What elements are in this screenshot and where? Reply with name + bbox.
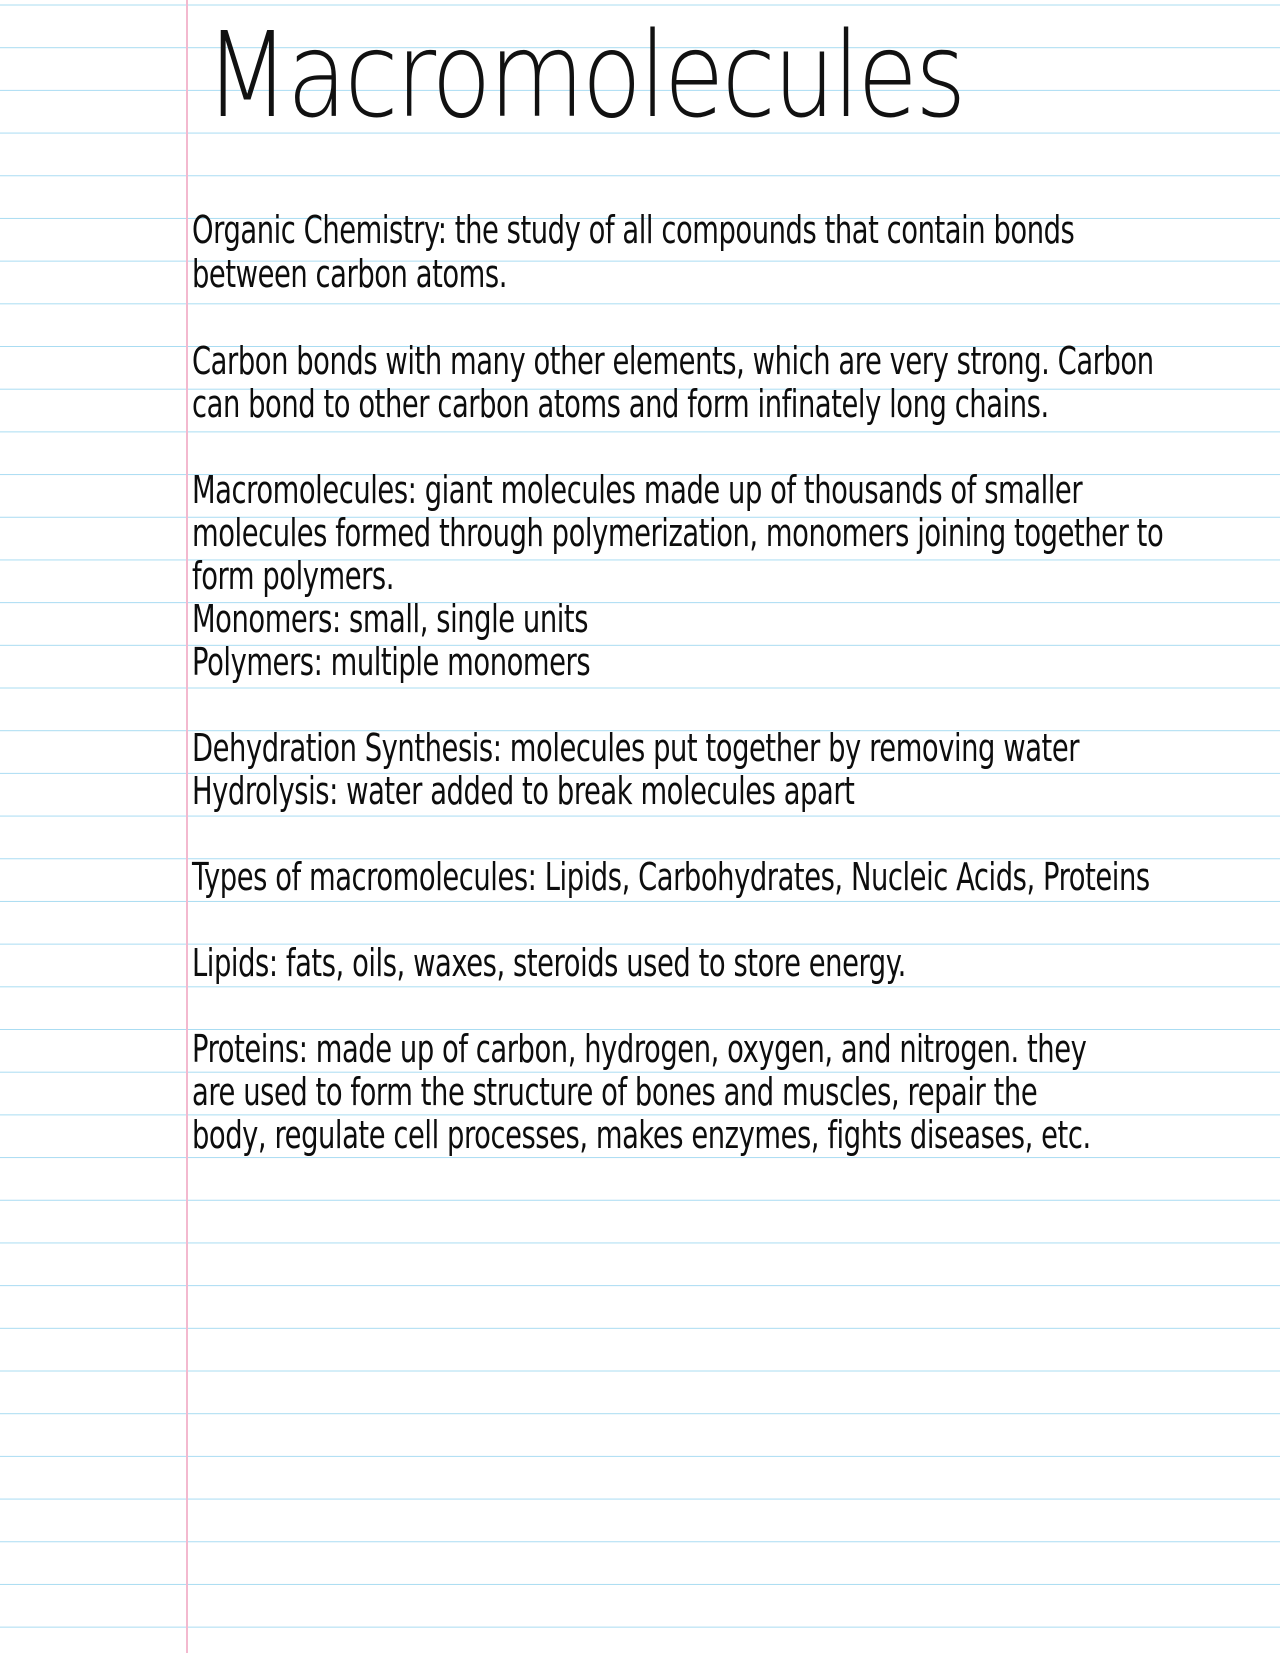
note-line-macromolecules-2: molecules formed through polymerization, monomers joining together to xyxy=(192,511,1164,555)
note-line-hydrolysis: Hydrolysis: water added to break molecules apart xyxy=(192,769,855,813)
note-line-proteins-2: are used to form the structure of bones and muscles, repair the xyxy=(192,1070,1038,1114)
note-line-proteins-3: body, regulate cell processes, makes enzymes, fights diseases, etc. xyxy=(192,1113,1091,1157)
note-line-dehydration: Dehydration Synthesis: molecules put together by removing water xyxy=(192,726,1080,770)
note-line-polymers: Polymers: multiple monomers xyxy=(192,640,591,684)
note-line-macromolecules-1: Macromolecules: giant molecules made up of thousands of smaller xyxy=(192,468,1083,512)
note-line-lipids: Lipids: fats, oils, waxes, steroids used to store energy. xyxy=(192,941,906,985)
note-line-macromolecules-3: form polymers. xyxy=(192,554,395,598)
note-line-monomers: Monomers: small, single units xyxy=(192,597,589,641)
page-title: Macromolecules xyxy=(205,6,964,144)
note-line-proteins-1: Proteins: made up of carbon, hydrogen, oxygen, and nitrogen. they xyxy=(192,1027,1087,1071)
note-line-organic-2: between carbon atoms. xyxy=(192,252,507,296)
margin-line xyxy=(186,0,188,1653)
note-line-organic-1: Organic Chemistry: the study of all compounds that contain bonds xyxy=(192,208,1075,252)
note-line-carbon-2: can bond to other carbon atoms and form infinately long chains. xyxy=(192,382,1049,426)
note-line-carbon-1: Carbon bonds with many other elements, which are very strong. Carbon xyxy=(192,339,1154,383)
note-line-types: Types of macromolecules: Lipids, Carbohydrates, Nucleic Acids, Proteins xyxy=(192,855,1150,899)
